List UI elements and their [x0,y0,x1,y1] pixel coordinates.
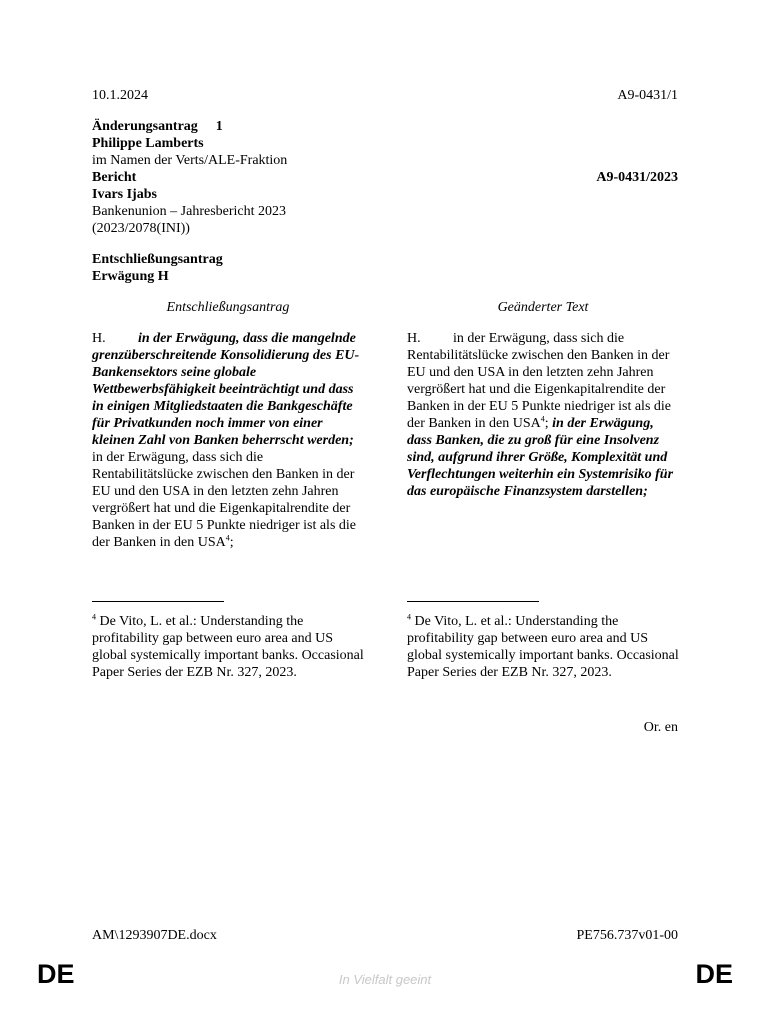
report-reference: A9-0431/2023 [596,170,678,185]
rapporteur-name: Ivars Ijabs [92,187,157,202]
recital-separator: ; [544,416,549,431]
right-column-text [407,330,679,500]
report-label: Bericht [92,170,137,185]
document-date: 10.1.2024 [92,88,148,103]
left-column-text [92,330,364,551]
retained-text: in der Erwägung, dass sich die Rentabilitätslücke zwischen den Banken in der EU und den USA in den letzten zehn Jahren vergrößert hat und die Eigenkapitalrendite der Banken in der EU 5 Punkte niedriger ist als die der Banken in den USA [407,331,671,431]
recital-end: ; [229,535,234,550]
amendment-heading [92,118,392,135]
deleted-text: in der Erwägung, dass die mangelnde grenzüberschreitende Konsolidierung des EU-Bankensektors seine globale Wettbewerbsfähigkeit beeinträchtigt und dass in einigen Mitgliedstaaten die Bankgeschäfte für Privatkunden noch immer von einer kleinen Zahl von Banken beherrscht werden; [92,331,360,448]
footnote-number: 4 [92,612,96,622]
added-text: in der Erwägung, dass Banken, die zu groß für eine Insolvenz sind, aufgrund ihrer Größe, Komplexität und Verflechtungen weiterhin ein Systemrisiko für das europäische Finanzsystem darstellen; [407,416,674,499]
footnote-reference: 4 [225,533,230,543]
footnote-number: 4 [407,612,411,622]
left-footnote [92,613,364,681]
footnote-text: De Vito, L. et al.: Understanding the profitability gap between euro area and US global systemically important banks. Occasional Paper Series der EZB Nr. 327, 2023. [92,614,364,680]
right-footnote [407,613,679,681]
recital-label: H. [407,331,421,346]
political-group: im Namen der Verts/ALE-Fraktion [92,153,288,168]
amendment-number: 1 [215,119,223,134]
author-name: Philippe Lamberts [92,136,204,151]
footer-file-name: AM\1293907DE.docx [92,928,217,943]
language-code-left: DE [37,959,75,989]
footnote-text: De Vito, L. et al.: Understanding the profitability gap between euro area and US global systemically important banks. Occasional Paper Series der EZB Nr. 327, 2023. [407,614,679,680]
language-code-right: DE [695,959,733,989]
left-column-heading: Entschließungsantrag [166,300,290,315]
report-title: Bankenunion – Jahresbericht 2023 [92,204,287,219]
right-column-heading: Geänderter Text [497,300,589,315]
section-line-2: Erwägung H [92,269,169,284]
document-reference: A9-0431/1 [617,88,678,103]
retained-text: in der Erwägung, dass sich die Rentabilitätslücke zwischen den Banken in der EU und den USA in den letzten zehn Jahren vergrößert hat und die Eigenkapitalrendite der Banken in der EU 5 Punkte niedriger ist als die der Banken in den USA [92,450,356,550]
original-language: Or. en [643,720,678,735]
amendment-label: Änderungsantrag [92,119,198,134]
procedure-number: (2023/2078(INI)) [92,221,190,236]
footnote-reference: 4 [540,414,545,424]
section-line-1: Entschließungsantrag [92,252,223,267]
amendment-info [92,118,392,237]
footer-pe-number: PE756.737v01-00 [576,928,678,943]
recital-label: H. [92,331,106,346]
eu-motto: In Vielfalt geeint [338,972,432,987]
left-footnote-divider [92,601,224,602]
right-footnote-divider [407,601,539,602]
